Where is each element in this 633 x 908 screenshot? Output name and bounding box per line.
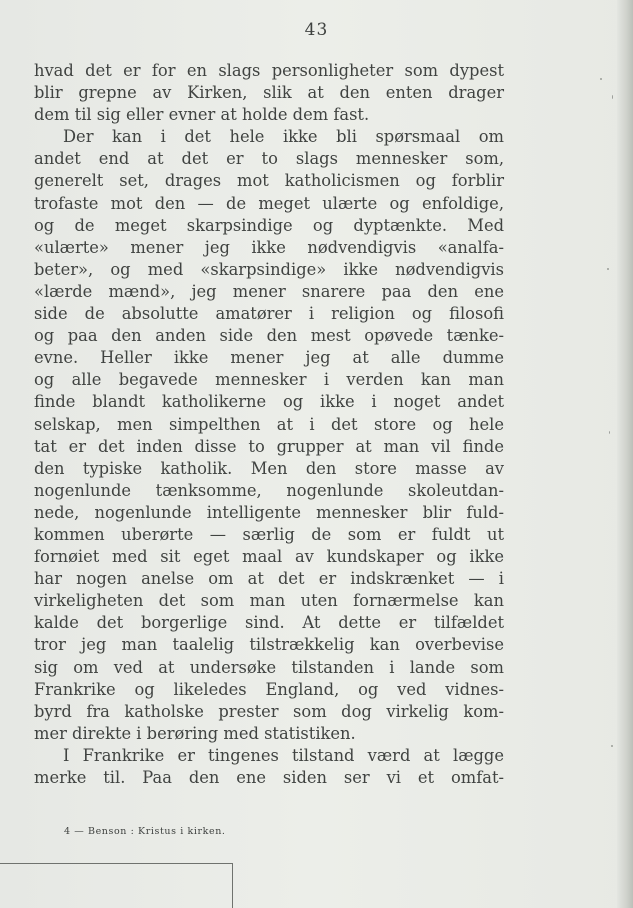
paper-speck [607,268,609,270]
scan-frame-box [0,863,233,908]
text-line: andet end at det er to slags mennesker som, [34,149,504,169]
text-line: selskap, men simpelthen at i det store og hele [34,414,504,434]
page-number: 43 [304,20,329,40]
text-line: merke til. Paa den ene siden ser vi et omfat- [34,768,504,787]
text-line: virkeligheten det som man uten fornærmelse kan [34,591,504,611]
text-line: generelt set, drages mot katholicismen og forblir [34,171,504,191]
text-line: Der kan i det hele ikke bli spørsmaal om [63,127,504,147]
paper-speck [611,745,613,747]
text-line: kalde det borgerlige sind. At dette er tilfældet [34,613,504,633]
text-line: nede, nogenlunde intelligente mennesker blir fuld- [34,502,504,522]
paper-speck [600,78,602,80]
text-line: kommen uberørte — særlig de som er fuldt ut [34,524,504,544]
text-line: og de meget skarpsindige og dyptænkte. Med [34,215,504,235]
text-line: sig om ved at undersøke tilstanden i lande som [34,657,504,677]
text-line: og alle begavede mennesker i verden kan man [34,370,504,390]
text-line: og paa den anden side den mest opøvede tænke- [34,326,504,346]
text-line: byrd fra katholske prester som dog virkelig kom- [34,701,504,721]
text-line: den typiske katholik. Men den store masse av [34,458,504,478]
footnote: 4 — Benson : Kristus i kirken. [64,826,226,837]
text-line: tat er det inden disse to grupper at man vil finde [34,436,504,456]
text-line: dem til sig eller evner at holde dem fast. [34,105,370,125]
text-line: tror jeg man taalelig tilstrækkelig kan overbevise [34,635,504,655]
text-line: «ulærte» mener jeg ikke nødvendigvis «analfa- [34,237,504,257]
text-line: finde blandt katholikerne og ikke i noget andet [34,392,504,412]
text-line: fornøiet med sit eget maal av kundskaper og ikke [34,547,504,567]
paper-speck [609,431,610,434]
text-line: mer direkte i berøring med statistiken. [34,723,356,743]
text-line: blir grepne av Kirken, slik at den enten drager [34,83,504,103]
text-line: har nogen anelse om at det er indskrænket — i [34,569,504,589]
text-line: side de absolutte amatører i religion og filosofi [34,304,504,324]
text-line: Frankrike og likeledes England, og ved vidnes- [34,679,504,699]
page-edge-shadow [617,0,633,908]
paper-speck [612,95,613,99]
body-text [34,60,504,789]
text-line: I Frankrike er tingenes tilstand værd at lægge [63,745,504,765]
text-line: trofaste mot den — de meget ulærte og enfoldige, [34,193,504,213]
text-line: nogenlunde tænksomme, nogenlunde skoleutdan- [34,480,504,500]
text-line: «lærde mænd», jeg mener snarere paa den ene [34,281,504,301]
text-line: beter», og med «skarpsindige» ikke nødvendigvis [34,259,504,279]
text-line: evne. Heller ikke mener jeg at alle dumme [34,348,504,368]
text-line: hvad det er for en slags personligheter som dypest [34,61,504,80]
